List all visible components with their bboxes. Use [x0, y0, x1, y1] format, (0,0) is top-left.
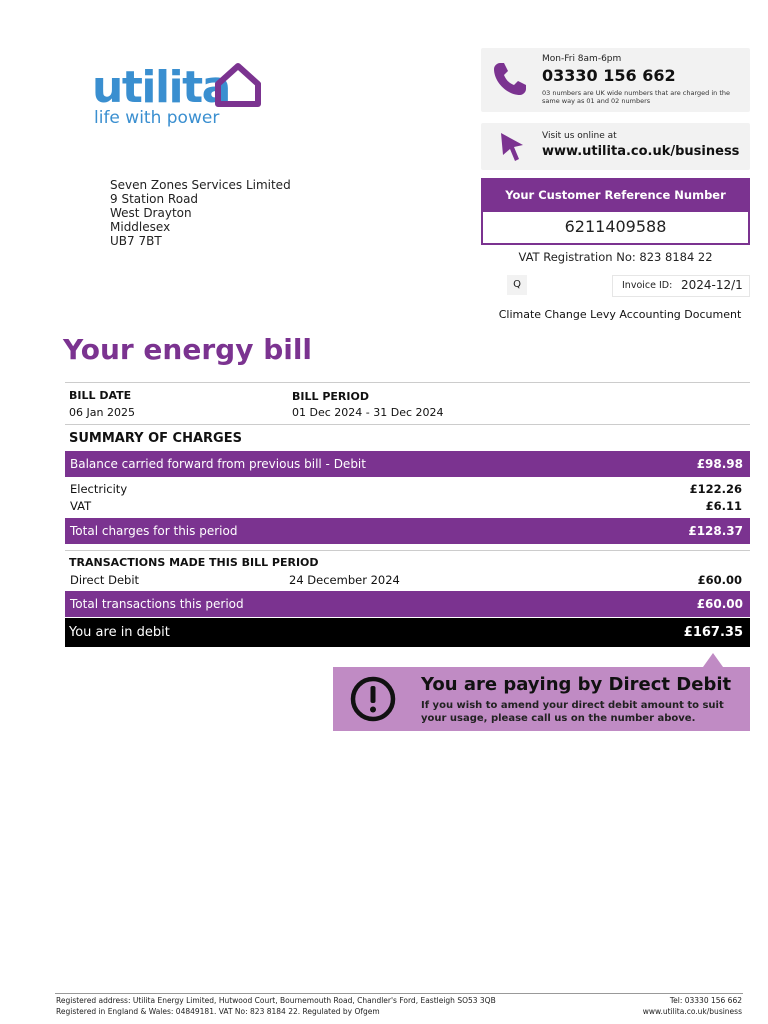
charge-label: VAT [70, 499, 92, 513]
transaction-date: 24 December 2024 [289, 573, 400, 587]
phone-note: 03 numbers are UK wide numbers that are charged in the same way as 01 and 02 numbers [542, 89, 731, 105]
phone-number[interactable]: 03330 156 662 [542, 66, 676, 85]
q-tag: Q [507, 275, 527, 295]
address-line: UB7 7BT [110, 234, 162, 248]
house-icon [214, 62, 262, 108]
divider [65, 382, 750, 383]
reference-number: 6211409588 [564, 217, 667, 236]
footer-line: Registered in England & Wales: 04849181. VAT No: 823 8184 22. Regulated by Ofgem [56, 1006, 380, 1016]
total-transactions-value: £60.00 [696, 597, 743, 611]
total-transactions-row [65, 591, 750, 617]
debit-balance-value: £167.35 [683, 625, 743, 640]
debit-balance-label: You are in debit [69, 625, 170, 640]
invoice-id-box [612, 275, 750, 297]
direct-debit-callout [333, 667, 750, 731]
address-line: West Drayton [110, 206, 192, 220]
ccl-document-label: Climate Change Levy Accounting Document [498, 308, 742, 321]
address-line: 9 Station Road [110, 192, 199, 206]
summary-title: SUMMARY OF CHARGES [69, 431, 242, 446]
cursor-icon [499, 131, 527, 163]
customer-address [110, 178, 291, 248]
footer-line: Registered address: Utilita Energy Limited, Hutwood Court, Bournemouth Road, Chandler's Ford, Eastleigh SO53 3QB [56, 996, 496, 1005]
logo-wordmark: utilita [92, 62, 230, 113]
charge-label: Electricity [70, 482, 128, 496]
divider [65, 550, 750, 551]
total-charges-row [65, 518, 750, 544]
web-label: Visit us online at [542, 131, 617, 141]
total-charges-value: £128.37 [688, 524, 743, 538]
web-contact-box [481, 123, 750, 170]
footer-website[interactable]: www.utilita.co.uk/business [642, 1006, 742, 1016]
footer-registered-info [56, 996, 496, 1017]
balance-forward-label: Balance carried forward from previous bill - Debit [70, 457, 366, 471]
customer-reference-box [481, 178, 750, 245]
phone-contact-box [481, 48, 750, 112]
vat-registration: VAT Registration No: 823 8184 22 [518, 250, 713, 264]
footer-contact [643, 996, 742, 1017]
exclamation-circle-icon [349, 675, 397, 723]
total-charges-label: Total charges for this period [70, 524, 238, 538]
address-line: Middlesex [110, 220, 171, 234]
charge-value: £6.11 [705, 499, 742, 513]
direct-debit-text: If you wish to amend your direct debit amount to suit your usage, please call us on the number above. [421, 700, 724, 724]
reference-title: Your Customer Reference Number [483, 180, 748, 212]
bill-date-label: BILL DATE [69, 389, 132, 402]
phone-icon [491, 60, 529, 98]
divider [65, 424, 750, 425]
footer-phone[interactable]: Tel: 03330 156 662 [669, 996, 742, 1005]
total-transactions-label: Total transactions this period [70, 597, 244, 611]
transaction-label: Direct Debit [70, 573, 140, 587]
bill-period-value: 01 Dec 2024 - 31 Dec 2024 [292, 406, 444, 419]
bill-date-value: 06 Jan 2025 [69, 406, 135, 419]
utilita-logo [92, 62, 272, 132]
direct-debit-title: You are paying by Direct Debit [421, 674, 732, 695]
debit-balance-row [65, 618, 750, 647]
callout-pointer [703, 653, 723, 667]
invoice-value: 2024-12/1 [681, 278, 743, 292]
bill-period-label: BILL PERIOD [292, 390, 369, 403]
address-line: Seven Zones Services Limited [110, 178, 291, 192]
logo-tagline: life with power [94, 108, 220, 128]
website-link[interactable]: www.utilita.co.uk/business [542, 144, 740, 159]
balance-forward-row [65, 451, 750, 477]
page-title: Your energy bill [63, 333, 313, 366]
transaction-value: £60.00 [697, 573, 742, 587]
phone-hours: Mon-Fri 8am-6pm [542, 54, 622, 64]
balance-forward-value: £98.98 [696, 457, 743, 471]
invoice-label: Invoice ID: [622, 280, 673, 291]
charge-value: £122.26 [689, 482, 742, 496]
transactions-title: TRANSACTIONS MADE THIS BILL PERIOD [69, 556, 319, 569]
footer-divider [55, 993, 743, 994]
